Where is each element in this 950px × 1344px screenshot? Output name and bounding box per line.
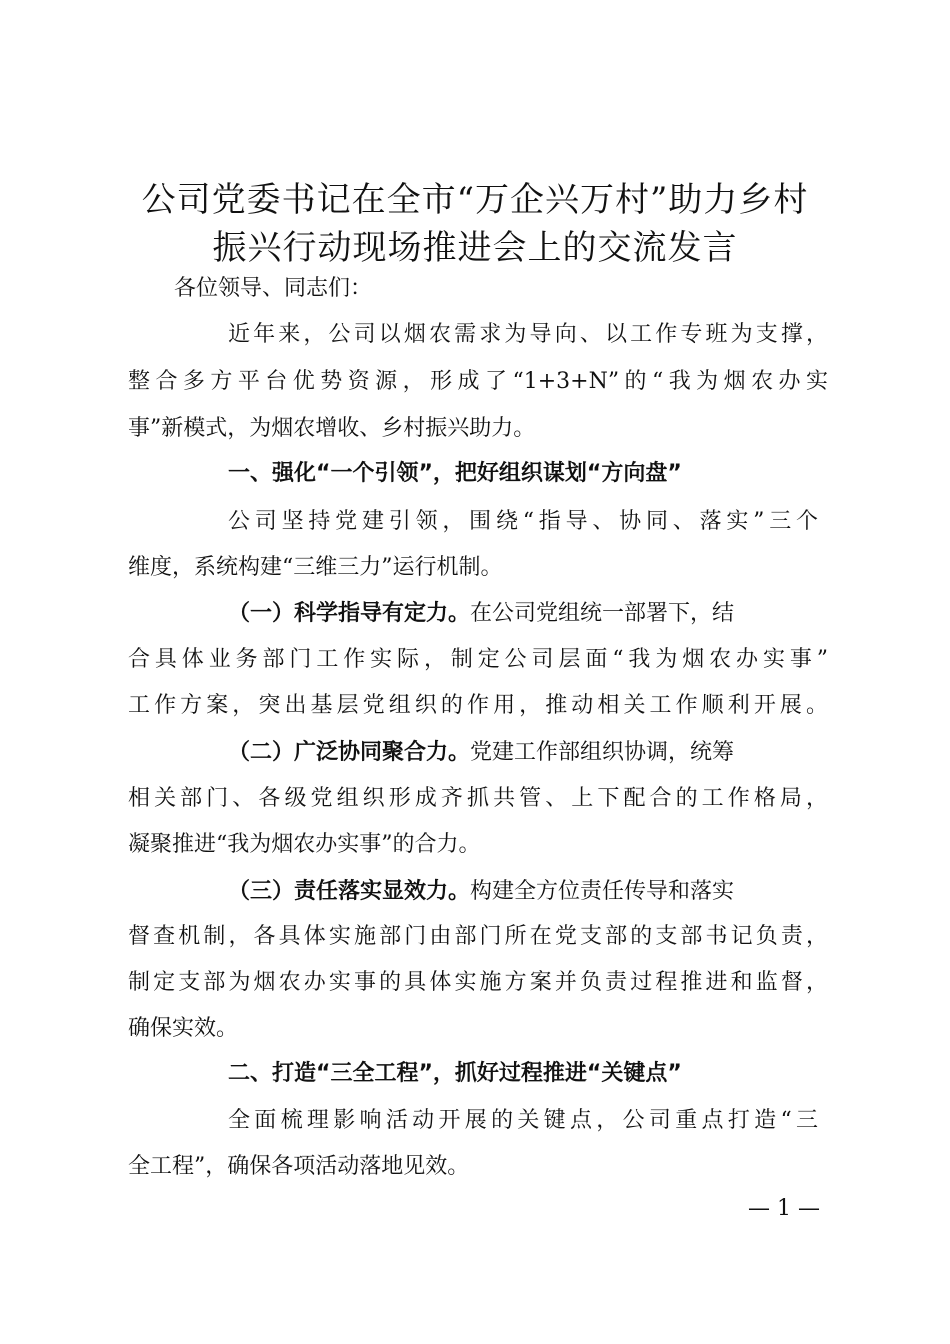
- subsection-2-line-3: 凝聚推进“我为烟农办实事”的合力。: [128, 832, 481, 857]
- section-2-para-line-2: 全工程”，确保各项活动落地见效。: [128, 1154, 470, 1179]
- section-2-para-line-1: 全面梳理影响活动开展的关键点，公司重点打造“三: [228, 1108, 818, 1133]
- subsection-2-label: （二）广泛协同聚合力。: [228, 739, 471, 765]
- document-title-line-1: 公司党委书记在全市“万企兴万村”助力乡村: [141, 180, 809, 220]
- document-title-line-2: 振兴行动现场推进会上的交流发言: [212, 228, 738, 268]
- page-number: — 1 —: [748, 1196, 820, 1221]
- section-1-para-line-2: 维度，系统构建“三维三力”运行机制。: [128, 555, 503, 580]
- subsection-3-line-1: [228, 876, 828, 907]
- subsection-1-line-2: 合具体业务部门工作实际，制定公司层面“我为烟农办实事”: [128, 647, 828, 672]
- subsection-1-line-3: 工作方案，突出基层党组织的作用，推动相关工作顺利开展。: [128, 693, 828, 718]
- subsection-3-line-3: 制定支部为烟农办实事的具体实施方案并负责过程推进和监督，: [128, 970, 828, 995]
- subsection-2-text: 党建工作部组织协调，统筹: [470, 740, 735, 765]
- subsection-3-label: （三）责任落实显效力。: [228, 878, 471, 904]
- section-1-para-line-1: 公司坚持党建引领，围绕“指导、协同、落实”三个: [228, 509, 818, 534]
- subsection-2-line-2: 相关部门、各级党组织形成齐抓共管、上下配合的工作格局，: [128, 786, 828, 811]
- subsection-1-line-1: [228, 598, 828, 629]
- subsection-3-line-4: 确保实效。: [128, 1016, 239, 1041]
- subsection-1-label: （一）科学指导有定力。: [228, 600, 471, 626]
- subsection-3-line-2: 督查机制，各具体实施部门由部门所在党支部的支部书记负责，: [128, 924, 828, 949]
- subsection-3-text: 构建全方位责任传导和落实: [470, 879, 735, 904]
- intro-line-3: 事”新模式，为烟农增收、乡村振兴助力。: [128, 416, 536, 441]
- subsection-1-text: 在公司党组统一部署下，结: [470, 601, 735, 626]
- salutation: 各位领导、同志们：: [174, 276, 373, 301]
- section-2-heading: 二、打造“三全工程”，抓好过程推进“关键点”: [228, 1061, 682, 1086]
- section-1-heading: 一、强化“一个引领”，把好组织谋划“方向盘”: [228, 461, 682, 486]
- intro-line-1: 近年来，公司以烟农需求为导向、以工作专班为支撑，: [228, 322, 828, 347]
- subsection-2-line-1: [228, 737, 828, 768]
- intro-line-2: 整合多方平台优势资源，形成了“1+3+N”的“我为烟农办实: [128, 369, 828, 394]
